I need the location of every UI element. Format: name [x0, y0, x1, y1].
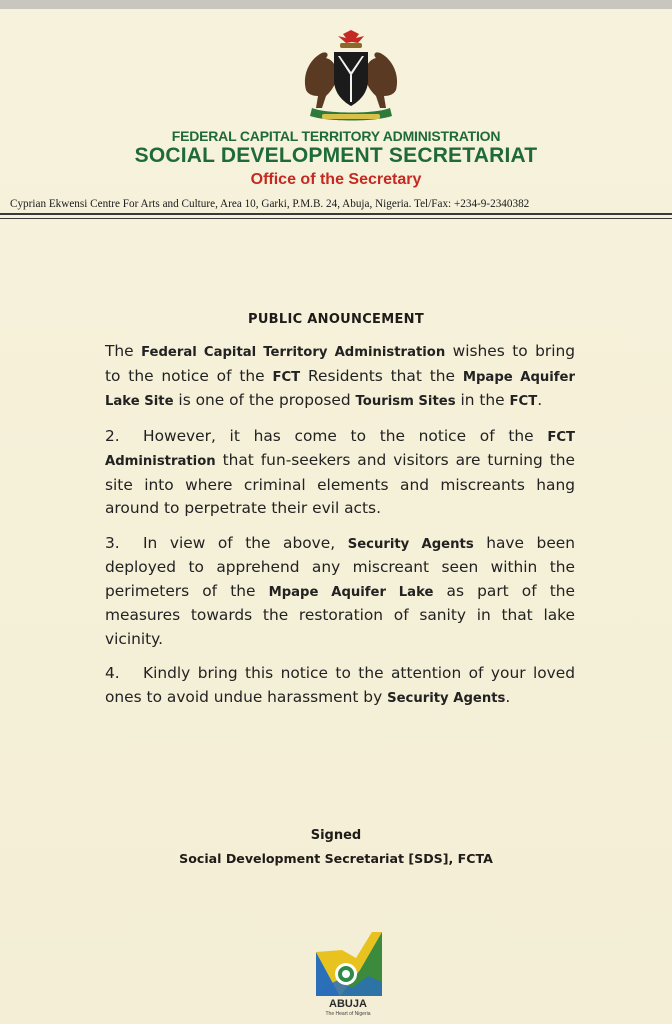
text: The [105, 342, 142, 360]
text: In view of the above, [143, 533, 348, 552]
text: wishes to bring to the notice of the [105, 342, 575, 385]
paragraph-4 [105, 662, 575, 710]
signer-name: Social Development Secretariat [SDS], FCTA [179, 851, 493, 866]
org-line-sds: SOCIAL DEVELOPMENT SECRETARIAT [134, 144, 538, 167]
bold-text: Mpape Aquifer Lake Site [105, 369, 575, 409]
text: However, it has come to the notice of the [143, 426, 548, 445]
bold-text: Tourism Sites [355, 394, 456, 409]
notice-title: PUBLIC ANOUNCEMENT [248, 312, 424, 327]
paragraph-number: 2. [105, 426, 120, 445]
text: . [537, 391, 543, 409]
letterhead-rule-thin [0, 218, 672, 219]
abuja-logo-tagline: The Heart of Nigeria [325, 1011, 371, 1017]
bold-text: FCT [509, 394, 538, 409]
letterhead-rule [0, 213, 672, 215]
text: Residents that the [300, 366, 463, 385]
paragraph-number: 4. [105, 664, 120, 682]
text: have been deployed to apprehend any miscreant seen within the perimeters of the [105, 533, 576, 600]
paragraph-3 [105, 532, 575, 652]
notice-body [105, 340, 575, 721]
org-line-fcta: FEDERAL CAPITAL TERRITORY ADMINISTRATION [171, 128, 501, 144]
letterhead-address: Cyprian Ekwensi Centre For Arts and Culture, Area 10, Garki, P.M.B. 24, Abuja, Nigeria. Tel/Fax: +234-9-2340382 [10, 198, 530, 210]
paragraph-2 [105, 425, 575, 521]
text: . [505, 687, 511, 706]
bold-text: FCT [272, 369, 301, 385]
top-edge [0, 0, 672, 9]
text: as part of the measures towards the restoration of sanity in that lake vicinity. [105, 581, 575, 648]
paragraph-1 [105, 340, 575, 414]
abuja-logo [312, 930, 384, 1020]
text: Kindly bring this notice to the attention of your loved ones to avoid undue harassment by [105, 664, 575, 706]
signed-label: Signed [310, 828, 362, 843]
text: is one of the proposed [173, 391, 356, 409]
abuja-logo-icon [312, 930, 384, 998]
bold-text: Federal Capital Territory Administration [141, 345, 446, 360]
bold-text: FCT Administration [105, 429, 575, 469]
bold-text: Security Agents [387, 690, 506, 706]
text: that fun-seekers and visitors are turning the site into where criminal elements and miscreants hang around to perpetrate their evil acts. [105, 451, 575, 517]
abuja-logo-text: ABUJA [329, 998, 367, 1010]
text: in the [455, 391, 510, 409]
bold-text: Security Agents [347, 536, 474, 552]
paragraph-number: 3. [105, 533, 120, 552]
coat-of-arms-icon [296, 30, 406, 122]
org-line-office: Office of the Secretary [250, 171, 422, 188]
bold-text: Mpape Aquifer Lake [268, 584, 434, 600]
